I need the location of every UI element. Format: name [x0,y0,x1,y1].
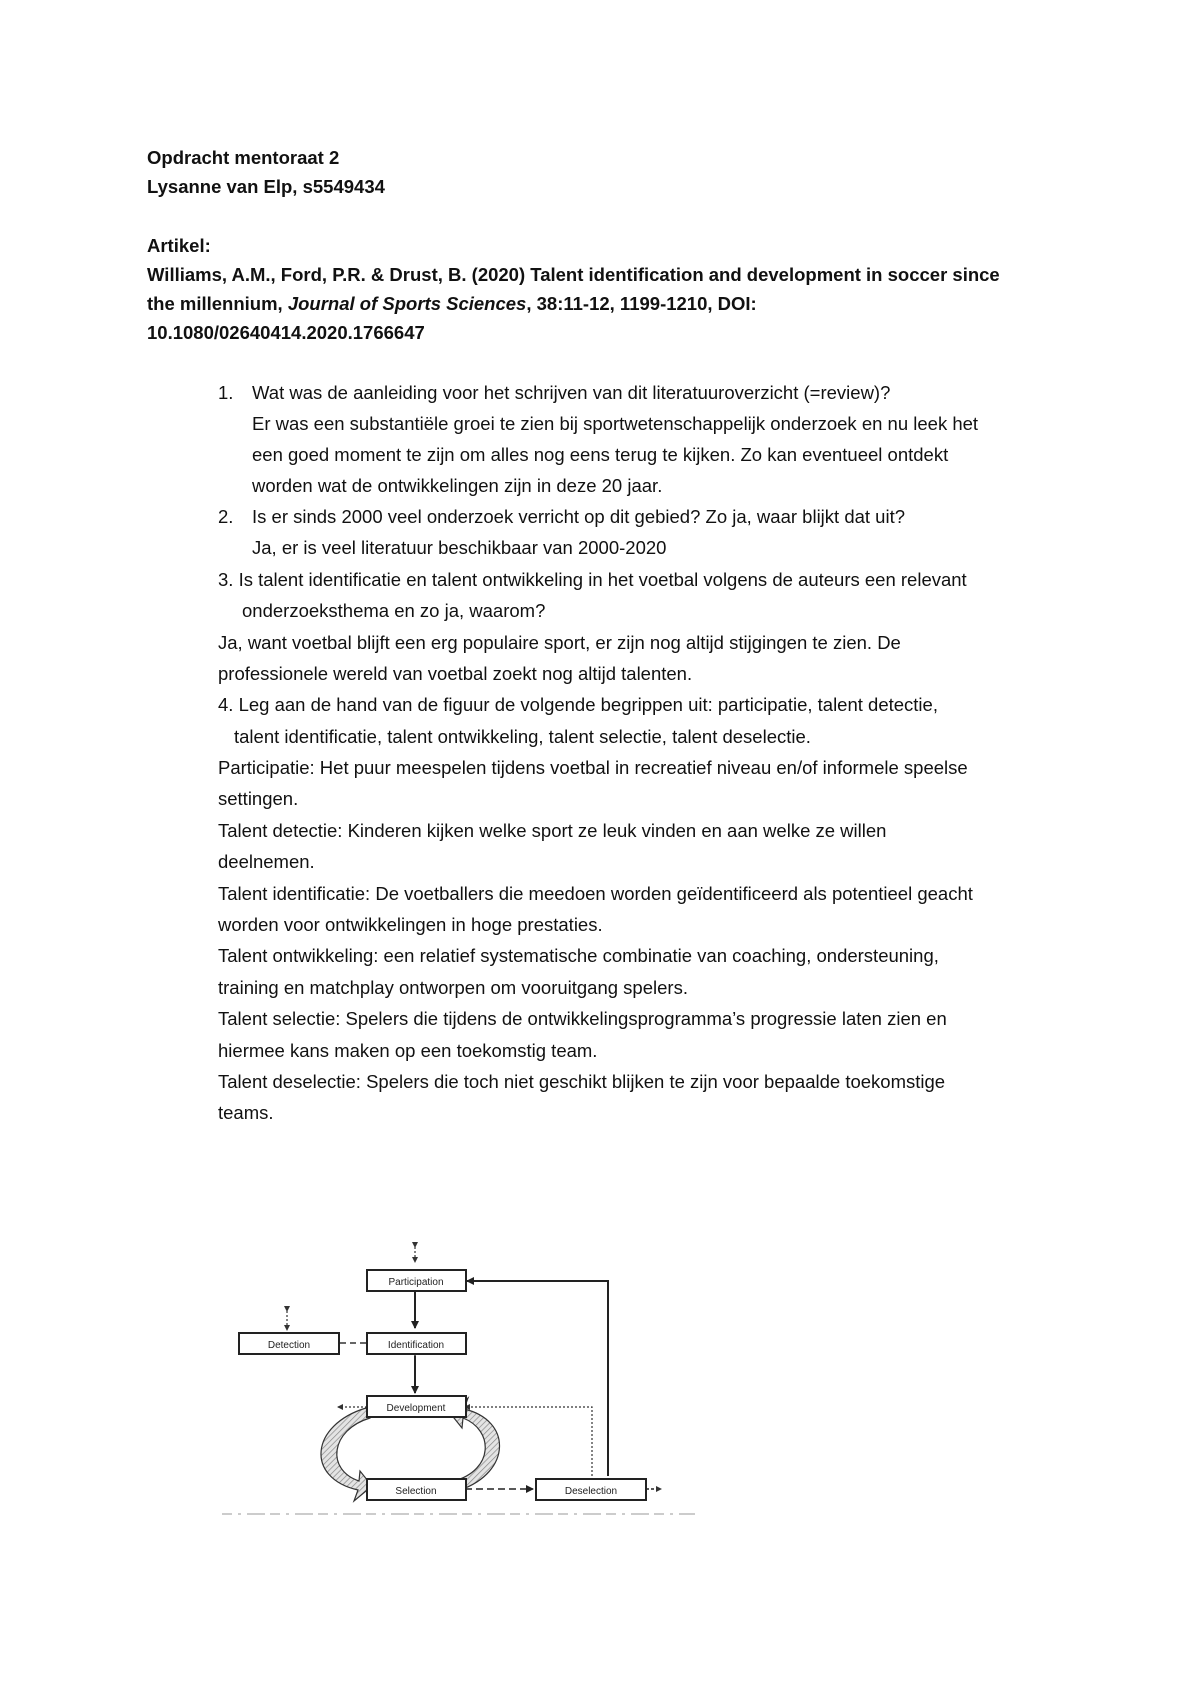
identification-label: Identification [387,1340,445,1351]
question-2-text: Is er sinds 2000 veel onderzoek verricht op dit gebied? Zo ja, waar blijkt dat uit? [252,506,906,527]
question-3-line-2: onderzoeksthema en zo ja, waarom? [242,600,546,621]
deselection-label: Deselection [564,1486,618,1497]
reference-suffix: , 38:11-12, 1199-1210, DOI: [526,293,757,314]
definition-participatie-line-1: Participatie: Het puur meespelen tijdens voetbal in recreatief niveau en/of informele speelse [218,757,968,778]
definition-identificatie-line-2: worden voor ontwikkelingen in hoge prestaties. [218,914,603,935]
development-to-selection-arrow [321,1408,372,1501]
definition-ontwikkeling-line-1: Talent ontwikkeling: een relatief systematische combinatie van coaching, ondersteuning, [218,945,939,966]
answer-3-line-1: Ja, want voetbal blijft een erg populaire sport, er zijn nog altijd stijgingen te zien. De [218,632,901,653]
reference-doi: 10.1080/02640414.2020.1766647 [147,322,425,343]
definition-deselectie-line-1: Talent deselectie: Spelers die toch niet geschikt blijken te zijn voor bepaalde toekomstige [218,1071,946,1092]
reference-prefix: the millennium, [147,293,288,314]
article-label: Artikel: [147,235,211,256]
answer-1-line-1: Er was een substantiële groei te zien bij sportwetenschappelijk onderzoek en nu leek het [252,413,979,434]
definition-detectie-line-1: Talent detectie: Kinderen kijken welke sport ze leuk vinden en aan welke ze willen [218,820,887,841]
journal-name: Journal of Sports Sciences [287,293,527,314]
document-title: Opdracht mentoraat 2 [147,147,340,168]
question-4-line-1: 4. Leg aan de hand van de figuur de volgende begrippen uit: participatie, talent detectie, [218,694,938,715]
question-4-line-2: talent identificatie, talent ontwikkeling, talent selectie, talent deselectie. [234,726,811,747]
selection-label: Selection [395,1486,437,1497]
definition-participatie-line-2: settingen. [218,788,299,809]
detection-label: Detection [267,1340,311,1351]
definition-selectie-line-1: Talent selectie: Spelers die tijdens de ontwikkelingsprogramma’s progressie laten zien en [218,1008,947,1029]
author-line: Lysanne van Elp, s5549434 [147,176,385,197]
definition-detectie-line-2: deelnemen. [218,851,315,872]
question-3-line-1: 3. Is talent identificatie en talent ontwikkeling in het voetbal volgens de auteurs een relevant [218,569,967,590]
definition-deselectie-line-2: teams. [218,1102,274,1123]
question-2-number: 2. [218,506,234,527]
answer-1-line-3: worden wat de ontwikkelingen zijn in deze 20 jaar. [252,475,663,496]
development-label: Development [386,1403,446,1414]
answer-2: Ja, er is veel literatuur beschikbaar van 2000-2020 [252,537,667,558]
definition-identificatie-line-1: Talent identificatie: De voetballers die meedoen worden geïdentificeerd als potentieel geacht [218,883,973,904]
reference-line-1: Williams, A.M., Ford, P.R. & Drust, B. (2020) Talent identification and development in soccer since [147,264,1000,285]
question-1-number: 1. [218,382,234,403]
participation-label: Participation [388,1277,444,1288]
answer-1-line-2: een goed moment te zijn om alles nog eens terug te kijken. Zo kan eventueel ontdekt [252,444,949,465]
answer-3-line-2: professionele wereld van voetbal zoekt nog altijd talenten. [218,663,693,684]
definition-ontwikkeling-line-2: training en matchplay ontworpen om vooruitgang spelers. [218,977,688,998]
definition-selectie-line-2: hiermee kans maken op een toekomstig team. [218,1040,598,1061]
question-1-text: Wat was de aanleiding voor het schrijven van dit literatuuroverzicht (=review)? [252,382,891,403]
